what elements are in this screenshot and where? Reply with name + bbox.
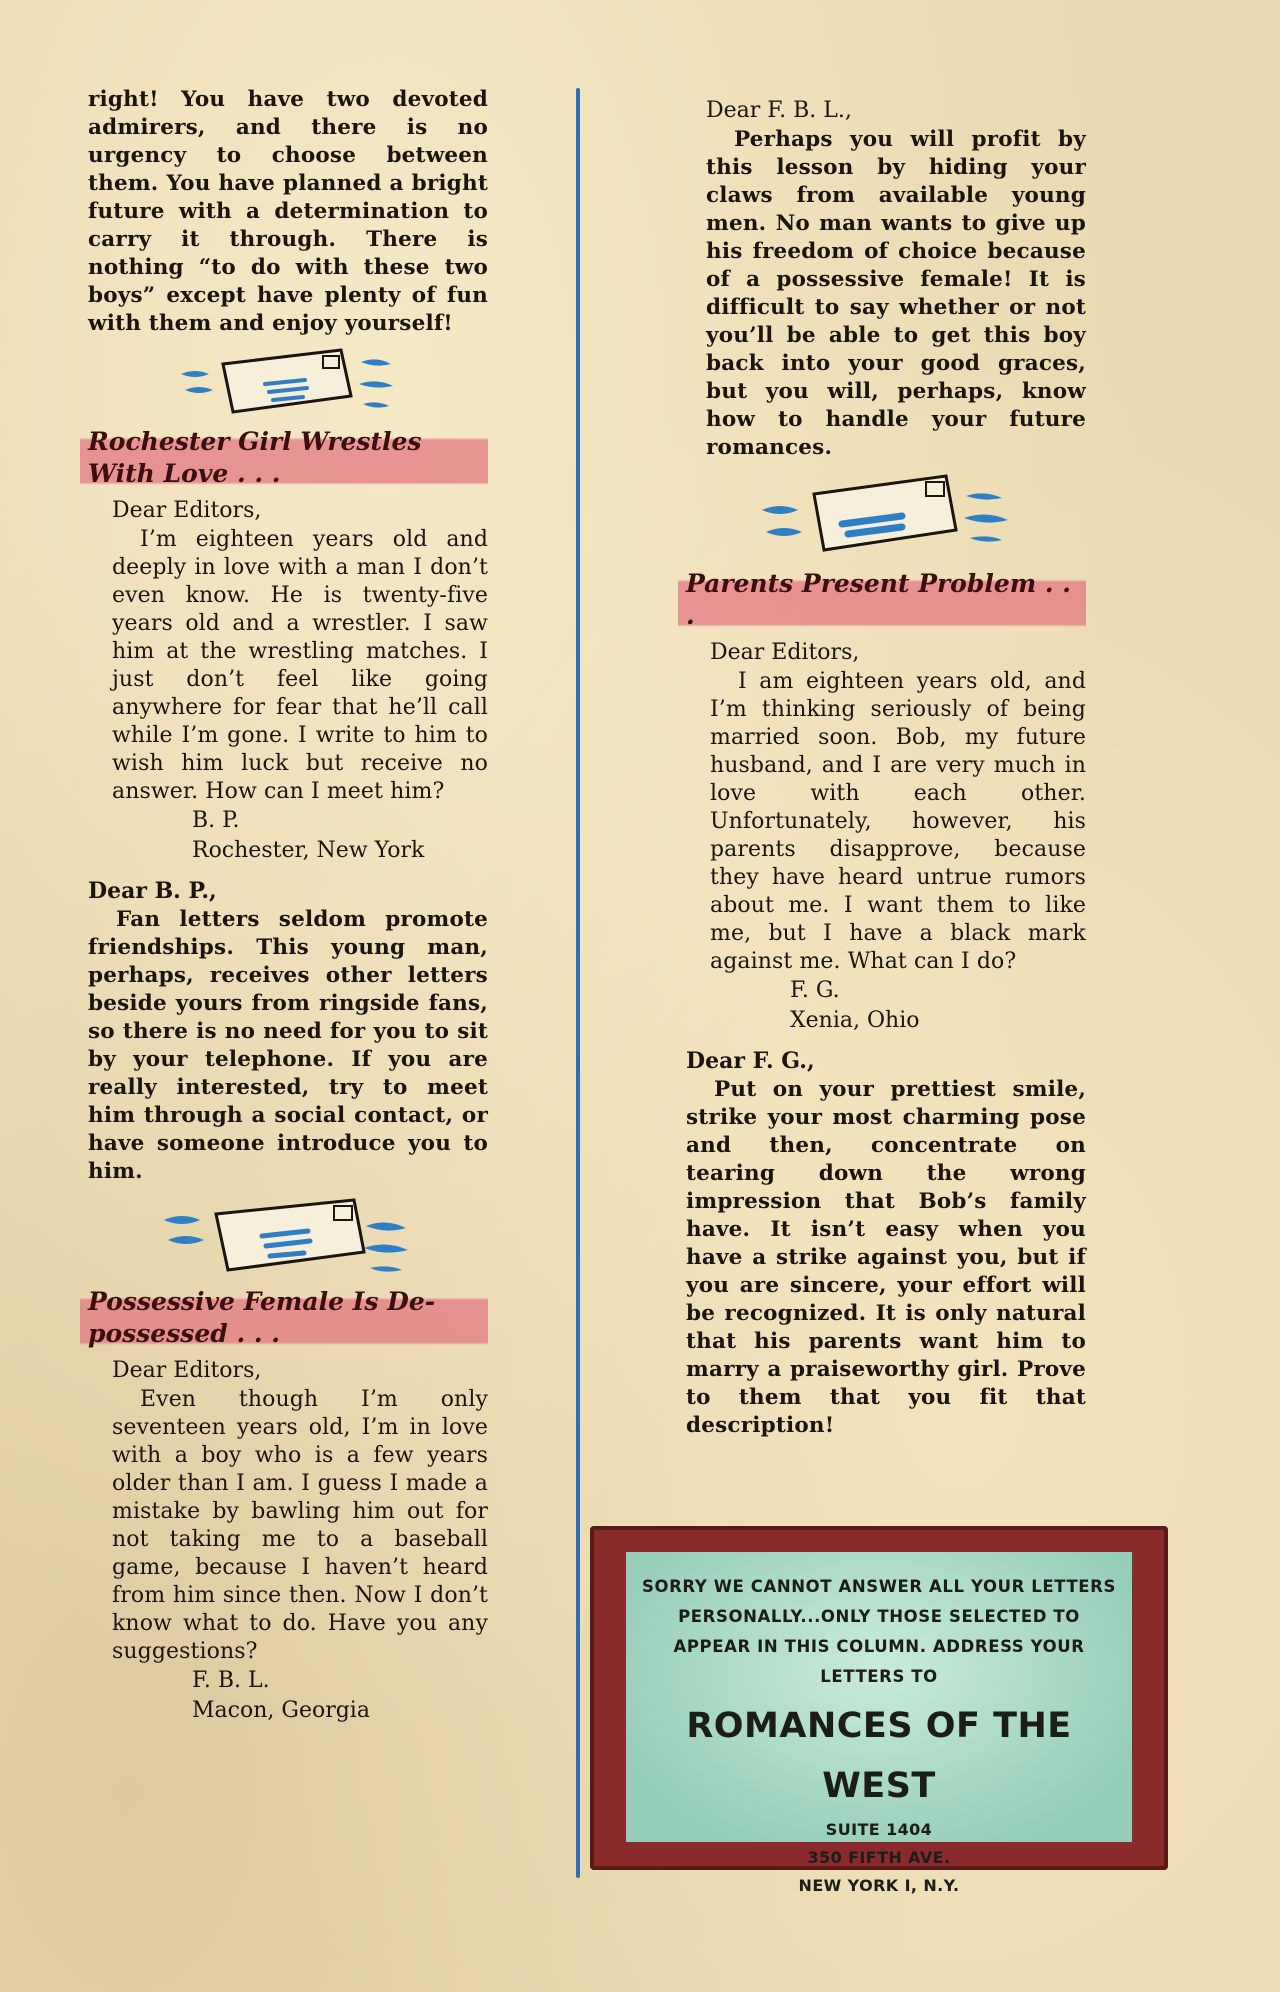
- headline-rochester: Rochester Girl Wrestles With Love . . .: [80, 426, 488, 490]
- address-suite: SUITE 1404: [825, 1820, 933, 1839]
- letter-signature: F. B. L.: [192, 1668, 270, 1693]
- reply-salutation: Dear B. P.,: [88, 878, 217, 904]
- letter-body: I’m eighteen years old and deeply in love with a man I don’t even know. He is twenty-five years old and a wrestler. I saw him at the wrestling matches. I just don’t feel like going anywhere for fear that he’ll call while I’m gone. I write to him to wish him luck but receive no answer. How can I meet him?: [112, 527, 488, 804]
- magazine-title: ROMANCES OF THE WEST: [686, 1706, 1072, 1806]
- letter-location: Rochester, New York: [192, 838, 425, 863]
- reply-salutation: Dear F. B. L.,: [706, 98, 852, 123]
- reply-body: Fan letters seldom promote friendships. This young man, perhaps, receives other letters beside yours from ringside fans, so there is no need for you to sit by your telephone. If you are really interested, try to meet him through a social contact, or have someone introduce you to him.: [88, 907, 488, 1184]
- letter-salutation: Dear Editors,: [112, 498, 262, 523]
- notice-line: LETTERS TO: [820, 1667, 938, 1686]
- letter-signature: F. G.: [790, 978, 840, 1003]
- reply-body: Perhaps you will profit by this lesson by hiding your claws from available young men. No man wants to give up his freedom of choice because of a possessive female! It is difficult to say whether or not you’ll be able to get this boy back into your good graces, but you will, perhaps, know how to handle your future romances.: [706, 127, 1086, 460]
- letter-location: Xenia, Ohio: [790, 1008, 920, 1033]
- address-street: 350 FIFTH AVE.: [807, 1848, 951, 1867]
- left-column: [88, 86, 488, 1726]
- letter-body: I am eighteen years old, and I’m thinking seriously of being married soon. Bob, my future husband, and I are very much in love with each other. Unfortunately, however, his parents disapprove, because they have heard untrue rumors about me. I want them to like me, but I have a black mark against me. What can I do?: [710, 669, 1086, 974]
- address-city: NEW YORK I, N.Y.: [798, 1876, 960, 1895]
- notice-panel: [626, 1552, 1132, 1895]
- reply-body: Put on your prettiest smile, strike your most charming pose and then, concentrate on tearing down the wrong impression that Bob’s family have. It isn’t easy when you have a strike against you, but if you are sincere, your effort will be recognized. It is only natural that his parents want him to marry a praiseworthy girl. Prove to them that you fit that description!: [686, 1077, 1086, 1438]
- opening-reply: right! You have two devoted admirers, and there is no urgency to choose between them. You have planned a bright future with a determination to carry it through. There is nothing “to do with these two boys” except have plenty of fun with them and enjoy yourself!: [88, 87, 488, 336]
- letter-salutation: Dear Editors,: [710, 640, 860, 665]
- headline-parents: Parents Present Problem . . .: [678, 568, 1086, 632]
- address-notice-box: [590, 1526, 1168, 1895]
- notice-line: SORRY WE CANNOT ANSWER ALL YOUR LETTERS: [642, 1577, 1116, 1596]
- letter-location: Macon, Georgia: [192, 1698, 370, 1723]
- headline-possessive: Possessive Female Is De-possessed . . .: [80, 1286, 488, 1350]
- letter-signature: B. P.: [192, 808, 240, 833]
- letter-salutation: Dear Editors,: [112, 1358, 262, 1383]
- letter-body: Even though I’m only seventeen years old, I’m in love with a boy who is a few years older than I am. I guess I made a mistake by bawling him out for not taking me to a baseball game, because I haven’t heard from him since then. Now I don’t know what to do. Have you any suggestions?: [112, 1387, 488, 1664]
- right-column: [686, 96, 1086, 1440]
- envelope-icon: [158, 1192, 418, 1278]
- column-divider: [576, 88, 580, 1878]
- notice-line: APPEAR IN THIS COLUMN. ADDRESS YOUR: [673, 1637, 1085, 1656]
- envelope-icon: [173, 344, 403, 418]
- reply-salutation: Dear F. G.,: [686, 1048, 815, 1074]
- notice-line: PERSONALLY...ONLY THOSE SELECTED TO: [678, 1607, 1080, 1626]
- envelope-icon: [756, 468, 1016, 560]
